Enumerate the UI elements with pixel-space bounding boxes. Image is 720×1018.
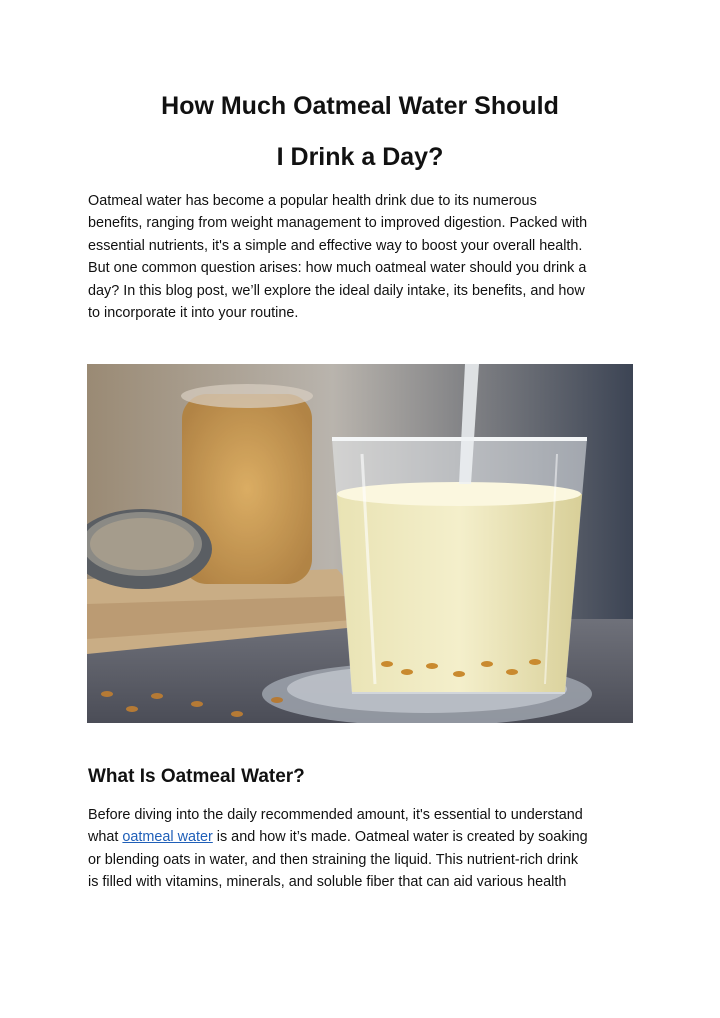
- intro-line: Oatmeal water has become a popular health drink due to its numerous: [88, 193, 537, 209]
- section-heading: What Is Oatmeal Water?: [88, 766, 305, 787]
- page-title-line-2: I Drink a Day?: [276, 143, 444, 171]
- oatmeal-water-photo: [87, 364, 633, 723]
- intro-line: day? In this blog post, we’ll explore the ideal daily intake, its benefits, and how: [88, 282, 585, 299]
- intro-line: essential nutrients, it's a simple and effective way to boost your overall health.: [88, 237, 583, 254]
- page-title-line-1: How Much Oatmeal Water Should: [161, 92, 559, 120]
- intro-line: benefits, ranging from weight management to improved digestion. Packed with: [88, 215, 588, 232]
- intro-line: But one common question arises: how much oatmeal water should you drink a: [88, 260, 587, 277]
- section-line: or blending oats in water, and then straining the liquid. This nutrient-rich drink: [88, 851, 579, 868]
- section-line: Before diving into the daily recommended amount, it's essential to understand: [88, 807, 583, 823]
- section-line-post: is and how it’s made. Oatmeal water is created by soaking: [212, 829, 588, 846]
- oatmeal-water-link[interactable]: oatmeal water: [122, 829, 213, 846]
- section-line: is filled with vitamins, minerals, and soluble fiber that can aid various health: [88, 874, 567, 891]
- intro-paragraph: [88, 190, 648, 324]
- section-line-pre: what: [88, 829, 123, 846]
- section-line: [88, 826, 648, 848]
- intro-line: to incorporate it into your routine.: [88, 305, 299, 322]
- section-paragraph: [88, 804, 648, 894]
